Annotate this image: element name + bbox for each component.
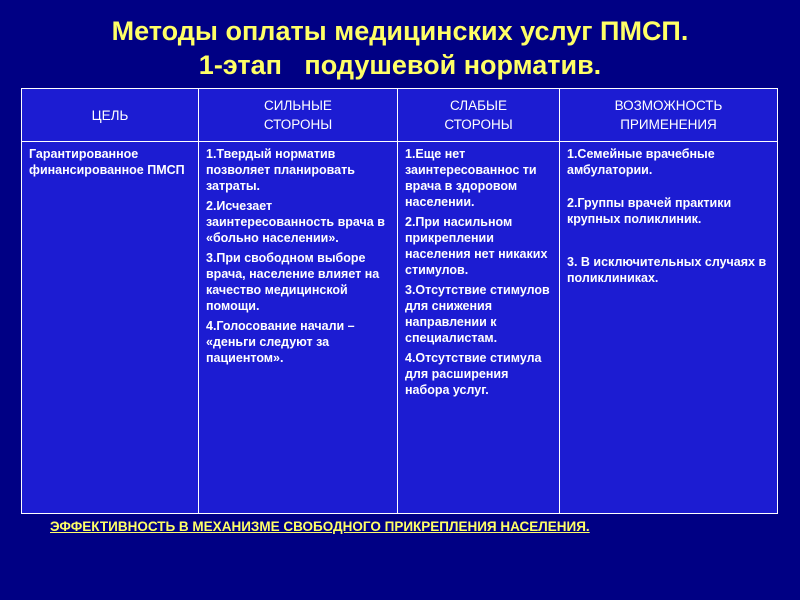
slide-title [0, 14, 800, 82]
strength-item: 4.Голосование начали – «деньги следуют за пациентом». [206, 319, 355, 365]
header-strengths-line-1: СИЛЬНЫЕ [264, 98, 332, 113]
title-line-2: 1-этап подушевой норматив. [198, 50, 602, 80]
header-weaknesses-line-1: СЛАБЫЕ [450, 98, 507, 113]
payment-methods-table [21, 88, 778, 514]
application-item: 2.Группы врачей практики крупных поликлиник. [567, 196, 732, 226]
table-row [22, 142, 778, 514]
header-goal [22, 89, 199, 142]
header-applications [560, 89, 778, 142]
goal-cell [22, 142, 199, 514]
header-weaknesses-line-2: СТОРОНЫ [444, 117, 513, 132]
header-weaknesses [398, 89, 560, 142]
strength-item: 2.Исчезает заинтересованность врача в «больно населении». [206, 199, 385, 245]
header-strengths [199, 89, 398, 142]
header-applications-line-1: ВОЗМОЖНОСТЬ [614, 98, 723, 113]
title-line-1: Методы оплаты медицинских услуг ПМСП. [111, 16, 689, 46]
weakness-item: 1.Еще нет заинтересованнос ти врача в здоровом населении. [405, 147, 537, 209]
header-applications-line-2: ПРИМЕНЕНИЯ [620, 117, 717, 132]
weakness-item: 3.Отсутствие стимулов для снижения направлении к специалистам. [405, 283, 550, 345]
header-goal-label: ЦЕЛЬ [91, 107, 129, 123]
header-strengths-line-2: СТОРОНЫ [263, 117, 333, 132]
strength-item: 1.Твердый норматив позволяет планировать затраты. [206, 147, 355, 193]
applications-cell [560, 142, 778, 514]
application-item: 3. В исключительных случаях в поликлиниках. [567, 255, 767, 285]
strength-item: 3.При свободном выборе врача, население влияет на качество медицинской помощи. [206, 251, 380, 313]
strengths-cell [199, 142, 398, 514]
weakness-item: 2.При насильном прикреплении населения нет никаких стимулов. [405, 215, 548, 277]
weaknesses-cell [398, 142, 560, 514]
footer-note: ЭФФЕКТИВНОСТЬ В МЕХАНИЗМЕ СВОБОДНОГО ПРИКРЕПЛЕНИЯ НАСЕЛЕНИЯ. [50, 519, 590, 534]
weakness-item: 4.Отсутствие стимула для расширения набора услуг. [405, 351, 542, 397]
application-item: 1.Семейные врачебные амбулатории. [567, 147, 715, 177]
goal-text: Гарантированное финансированное ПМСП [29, 147, 185, 177]
table-header-row [22, 89, 778, 142]
